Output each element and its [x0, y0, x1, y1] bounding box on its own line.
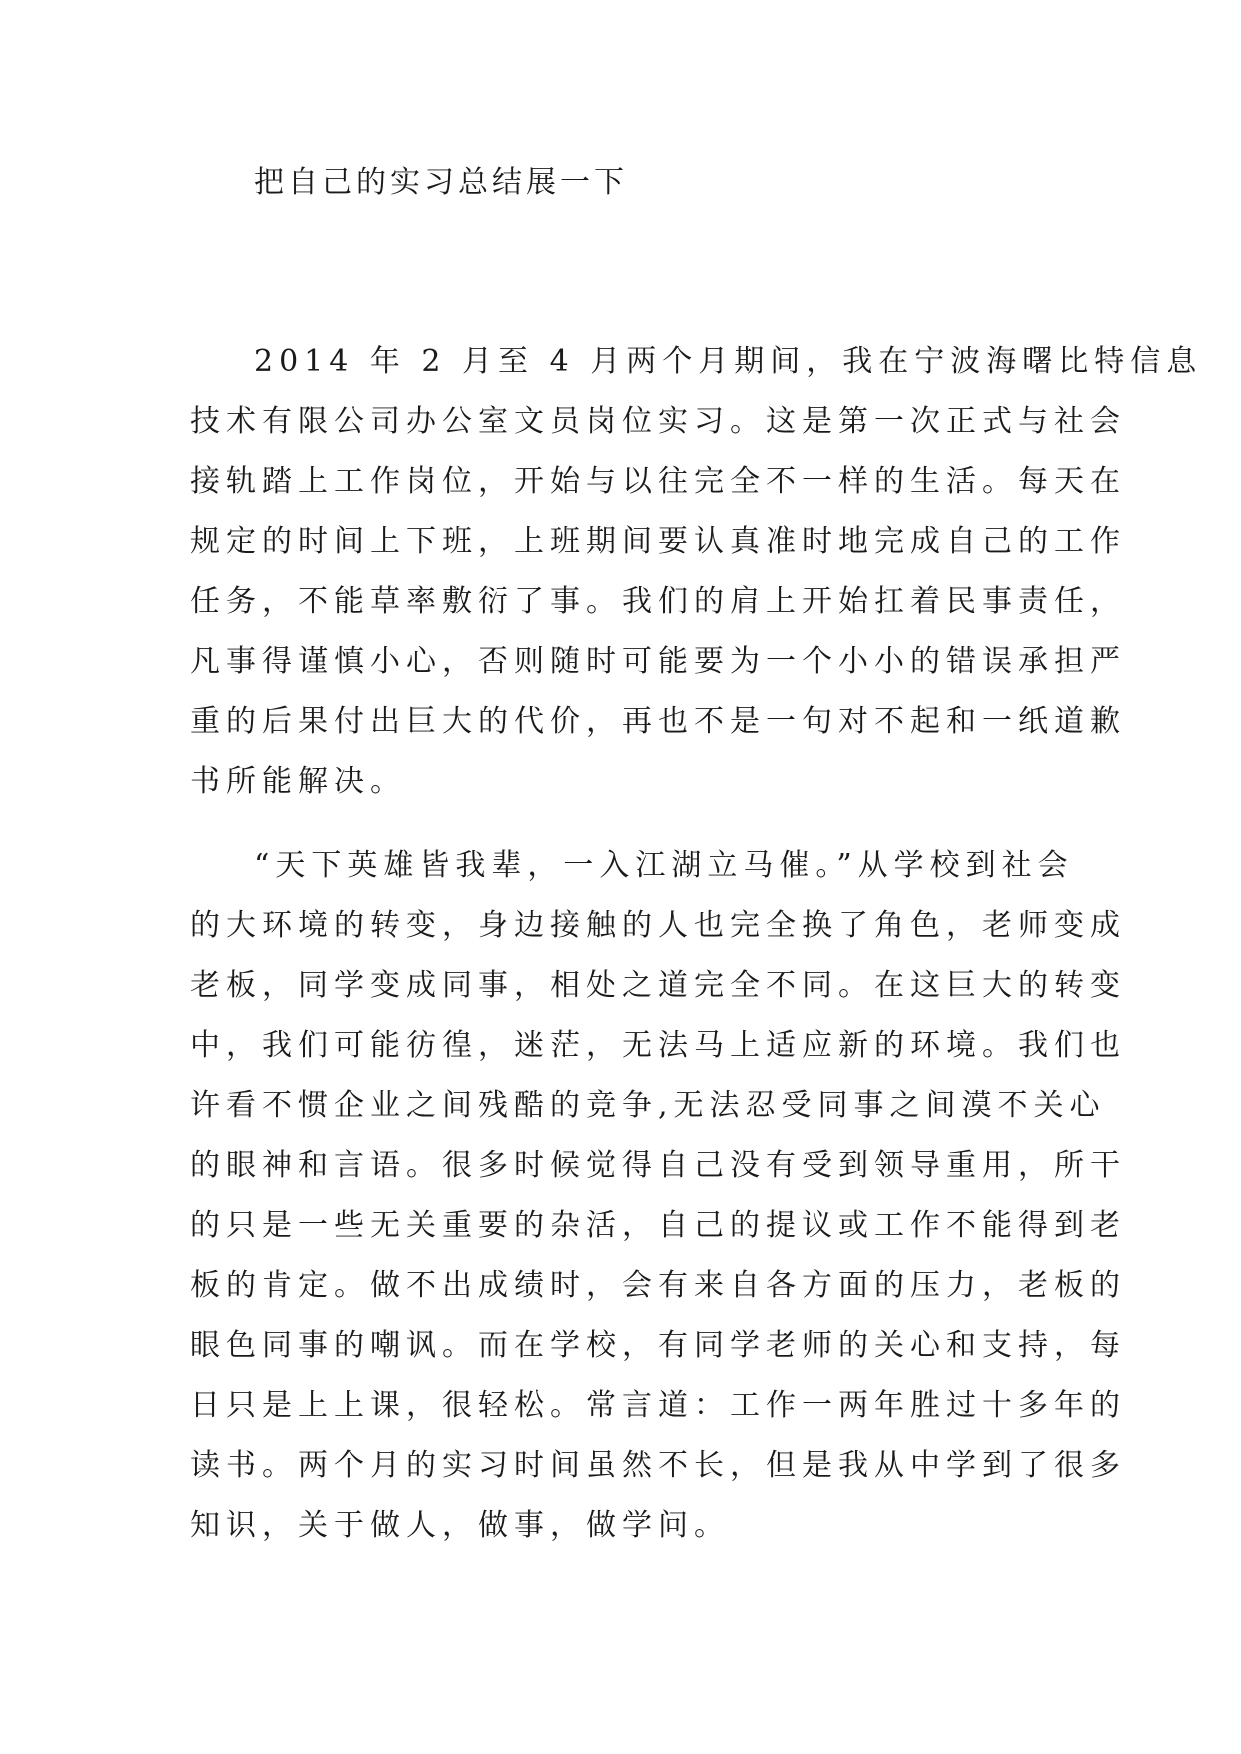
- paragraph-line: 接轨踏上工作岗位，开始与以往完全不一样的生活。每天在: [190, 464, 1126, 499]
- paragraph-line: 书所能解决。: [190, 764, 406, 799]
- paragraph-line: 许看不惯企业之间残酷的竞争,无法忍受同事之间漠不关心: [190, 1088, 1106, 1123]
- paragraph-line: 老板，同学变成同事，相处之道完全不同。在这巨大的转变: [190, 968, 1126, 1003]
- paragraph-line: 2014 年 2 月至 4 月两个月期间，我在宁波海曙比特信息: [254, 344, 1203, 379]
- paragraph-line: 眼色同事的嘲讽。而在学校，有同学老师的关心和支持，每: [190, 1328, 1126, 1363]
- paragraph-line: “天下英雄皆我辈，一入江湖立马催。”从学校到社会: [254, 848, 1074, 883]
- paragraph-line: 中，我们可能彷徨，迷茫，无法马上适应新的环境。我们也: [190, 1028, 1126, 1063]
- paragraph-line: 任务，不能草率敷衍了事。我们的肩上开始扛着民事责任，: [190, 584, 1126, 619]
- paragraph-line: 的大环境的转变，身边接触的人也完全换了角色，老师变成: [190, 908, 1126, 943]
- paragraph-line: 读书。两个月的实习时间虽然不长，但是我从中学到了很多: [190, 1448, 1126, 1483]
- paragraph-line: 的眼神和言语。很多时候觉得自己没有受到领导重用，所干: [190, 1148, 1126, 1183]
- paragraph-line: 板的肯定。做不出成绩时，会有来自各方面的压力，老板的: [190, 1268, 1126, 1303]
- paragraph-line: 的只是一些无关重要的杂活，自己的提议或工作不能得到老: [190, 1208, 1126, 1243]
- paragraph-line: 技术有限公司办公室文员岗位实习。这是第一次正式与社会: [190, 404, 1126, 439]
- paragraph-line: 规定的时间上下班，上班期间要认真准时地完成自己的工作: [190, 524, 1126, 559]
- paragraph-line: 凡事得谨慎小心，否则随时可能要为一个小小的错误承担严: [190, 644, 1126, 679]
- paragraph-school-to-society: [190, 836, 1126, 1556]
- paragraph-line: 重的后果付出巨大的代价，再也不是一句对不起和一纸道歉: [190, 704, 1126, 739]
- paragraph-internship-overview: [190, 332, 1203, 812]
- document-title: 把自己的实习总结展一下: [254, 165, 628, 200]
- paragraph-line: 知识，关于做人，做事，做学问。: [190, 1508, 730, 1543]
- paragraph-line: 日只是上上课，很轻松。常言道：工作一两年胜过十多年的: [190, 1388, 1126, 1423]
